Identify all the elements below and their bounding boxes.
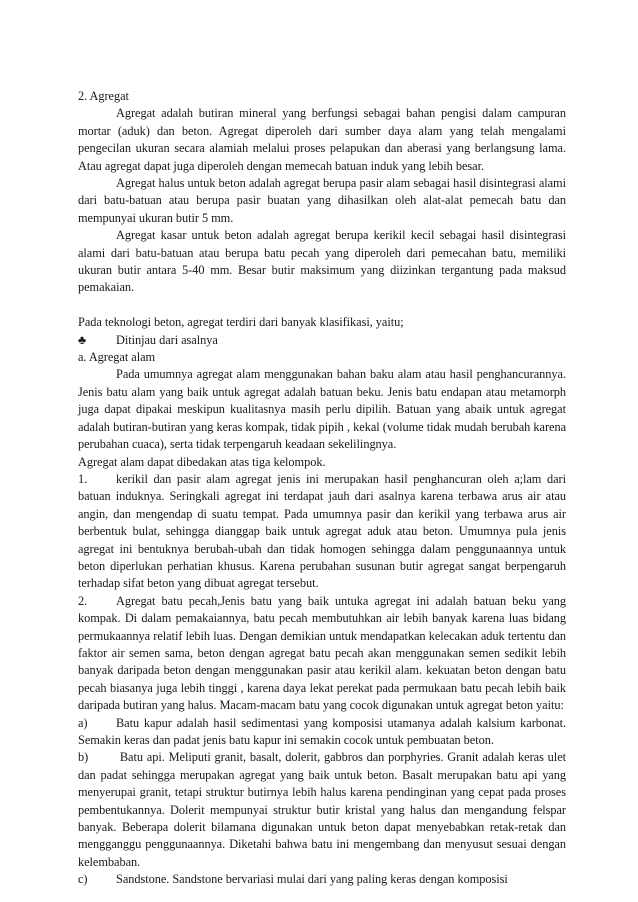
- numbered-item-1: [78, 471, 566, 593]
- subheading-agregat-alam: a. Agregat alam: [78, 350, 156, 365]
- bullet-item-asal: [78, 332, 566, 349]
- paragraph-klasifikasi: Pada teknologi beton, agregat terdiri dari banyak klasifikasi, yaitu;: [78, 315, 404, 330]
- list-item-text: Batu kapur adalah hasil sedimentasi yang komposisi utamanya adalah kalsium karbonat. Semakin keras dan padat jenis batu kapur ini semakin cocok untuk pembuatan beton.: [78, 715, 566, 748]
- paragraph-kelompok: Agregat alam dapat dibedakan atas tiga kelompok.: [78, 454, 326, 469]
- paragraph-agregat-alam: Pada umumnya agregat alam menggunakan bahan baku alam atau hasil penghancurannya. Jenis batu alam yang baik untuk agregat adalah batuan beku. Jenis batu endapan atau metamorph juga dapat dipakai meskipun kualitasnya masih perlu dipilih. Batuan yang abaik untuk agregat adalah butiran-butiran yang keras kompak, tidak pipih , kekal (volume tidak mudah berubah karena perubahan cuaca), serta tidak terpengaruh keadaan sekelilingnya.: [78, 367, 566, 452]
- lettered-item-a: [78, 715, 566, 750]
- list-item-text: Sandstone. Sandstone bervariasi mulai dari yang paling keras dengan komposisi: [116, 872, 508, 887]
- lettered-item-b: [78, 749, 566, 871]
- list-item-text: Agregat batu pecah,Jenis batu yang baik untuka agregat ini adalah batuan beku yang kompak. Di dalam pemakaiannya, batu pecah membutuhkan air lebih banyak karena luas bidang permukaannya relatif lebih luas. Dengan demikian untuk mendapatkan kelecakan aduk tertentu dan faktor air semen sama, beton dengan agregat batu pecah akan menggunakan semen sedikit lebih banyak daripada beton dengan menggunakan pasir atau kerikil alam. kekuatan beton dengan batu pecah biasanya juga lebih tinggi , karena daya lekat perekat pada permukaan batu pecah lebih baik daripada butiran yang halus. Macam-macam batu yang cocok digunakan untuk agregat beton yaitu:: [78, 593, 566, 713]
- paragraph-agregat-halus: Agregat halus untuk beton adalah agregat berupa pasir alam sebagai hasil disintegrasi alami dari batu-batuan atau berupa pasir buatan yang dihasilkan oleh alat-alat pemecah batu dan mempunyai ukuran butir 5 mm.: [78, 176, 566, 225]
- list-letter: c): [78, 872, 88, 887]
- list-item-text: Batu api. Meliputi granit, basalt, dolerit, gabbros dan porphyries. Granit adalah keras ulet dan padat sehingga merupakan agregat yang baik untuk beton. Basalt merupakan batu api yang menyerupai granit, tetapi struktur butirnya lebih halus karena pendinginan yang cepat pada proses pembentukannya. Dolerit mempunyai struktur butir kristal yang halus dan mengandung felspar banyak. Beberapa dolerit bilamana digunakan untuk beton dapat menyebabkan retak-retak dan mengganggu penggunaannya. Diketahi bahwa batu ini mengembang dan menyusut sesuai dengan kelembaban.: [78, 750, 566, 869]
- paragraph-agregat-definition: Agregat adalah butiran mineral yang berfungsi sebagai bahan pengisi dalam campuran mortar (aduk) dan beton. Agregat diperoleh dari sumber daya alam yang telah mengalami pengecilan ukuran secara alamiah melalui proses pelapukan dan aberasi yang berlangsung lama. Atau agregat dapat juga diperoleh dengan memecah batuan induk yang lebih besar.: [78, 106, 566, 173]
- lettered-item-c: [78, 871, 566, 888]
- list-item-text: kerikil dan pasir alam agregat jenis ini merupakan hasil penghancuran oleh a;lam dari batuan induknya. Seringkali agregat ini terdapat jauh dari asalnya karena terbawa arus air atau angin, dan mengendap di suatu tempat. Pada umumnya pasir dan kerikil yang terbawa arus air berbentuk bulat, sehingga dianggap baik untuk agregat aduk atau beton. Umumnya pula jenis agregat ini bentuknya berubah-ubah dan tidak homogen sehingga dalam penggunaannya untuk beton diperlukan perhatian khusus. Karena perubahan susunan butir agregat sangat berpengaruh terhadap sifat beton yang dibuat agregat tersebut.: [78, 471, 566, 591]
- bullet-item-text: Ditinjau dari asalnya: [116, 332, 218, 347]
- blank-line: [78, 297, 566, 314]
- list-number: 2.: [78, 593, 88, 608]
- paragraph-agregat-kasar: Agregat kasar untuk beton adalah agregat berupa kerikil kecil sebagai hasil disintegrasi alami dari batu-batuan atau berupa batu pecah yang diperoleh dari pemecahan batu, memiliki ukuran butir antara 5-40 mm. Besar butir maksimum yang diizinkan tergantung pada maksud pemakaian.: [78, 228, 566, 295]
- club-bullet-icon: ♣: [78, 332, 87, 347]
- section-heading: 2. Agregat: [78, 89, 129, 103]
- list-number: 1.: [78, 471, 88, 486]
- document-page: [78, 88, 566, 889]
- list-letter: a): [78, 715, 88, 730]
- list-letter: b): [78, 750, 89, 765]
- numbered-item-2: [78, 593, 566, 715]
